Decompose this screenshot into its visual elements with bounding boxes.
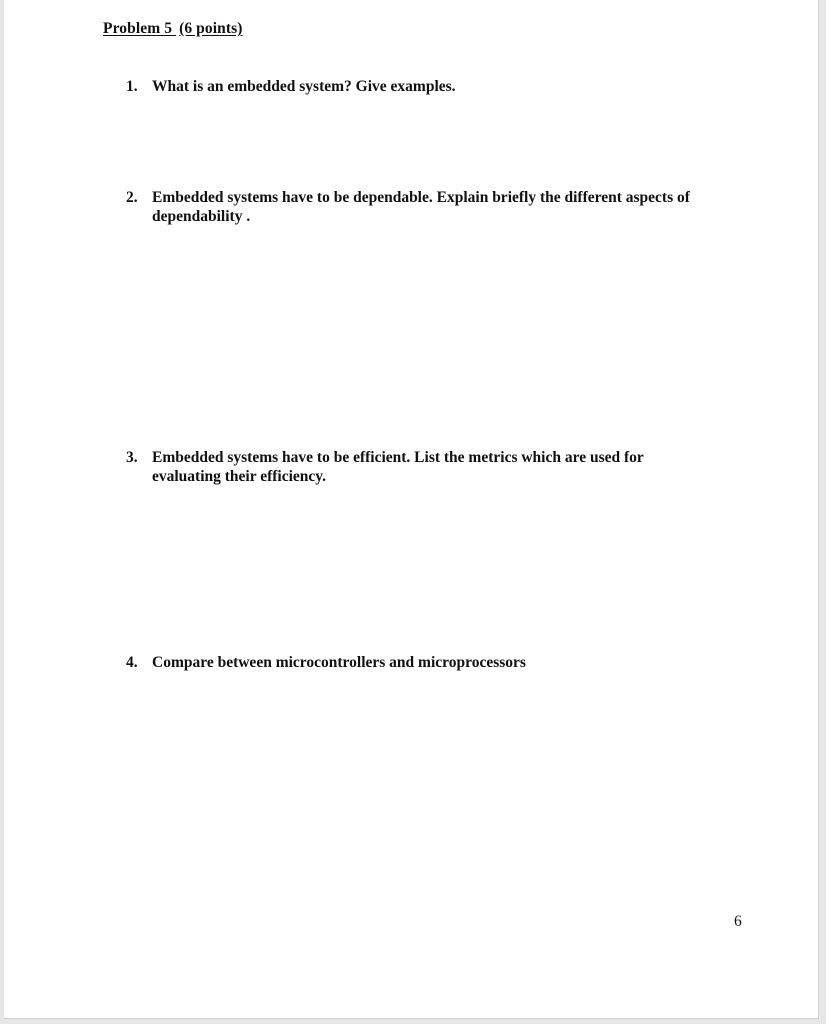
problem-title: [103, 20, 243, 38]
question-number: 2.: [126, 189, 138, 206]
question-number: 4.: [126, 654, 138, 671]
problem-label: Problem 5: [103, 20, 173, 37]
question-4: [126, 653, 726, 672]
page-number: 6: [734, 913, 742, 930]
document-page: [4, 0, 819, 1019]
question-text: Embedded systems have to be efficient. List the metrics which are used for evaluating their efficiency.: [152, 449, 644, 485]
question-text: Embedded systems have to be dependable. Explain briefly the different aspects of dependability .: [152, 189, 690, 225]
question-text: Compare between microcontrollers and microprocessors: [152, 654, 526, 671]
question-2: [126, 188, 726, 226]
question-number: 1.: [126, 78, 138, 95]
question-3: [126, 448, 726, 486]
question-number: 3.: [126, 449, 138, 466]
question-text: What is an embedded system? Give examples.: [152, 78, 456, 95]
question-1: [126, 77, 726, 96]
points-label: (6 points): [179, 20, 243, 37]
title-gap: [172, 20, 179, 38]
